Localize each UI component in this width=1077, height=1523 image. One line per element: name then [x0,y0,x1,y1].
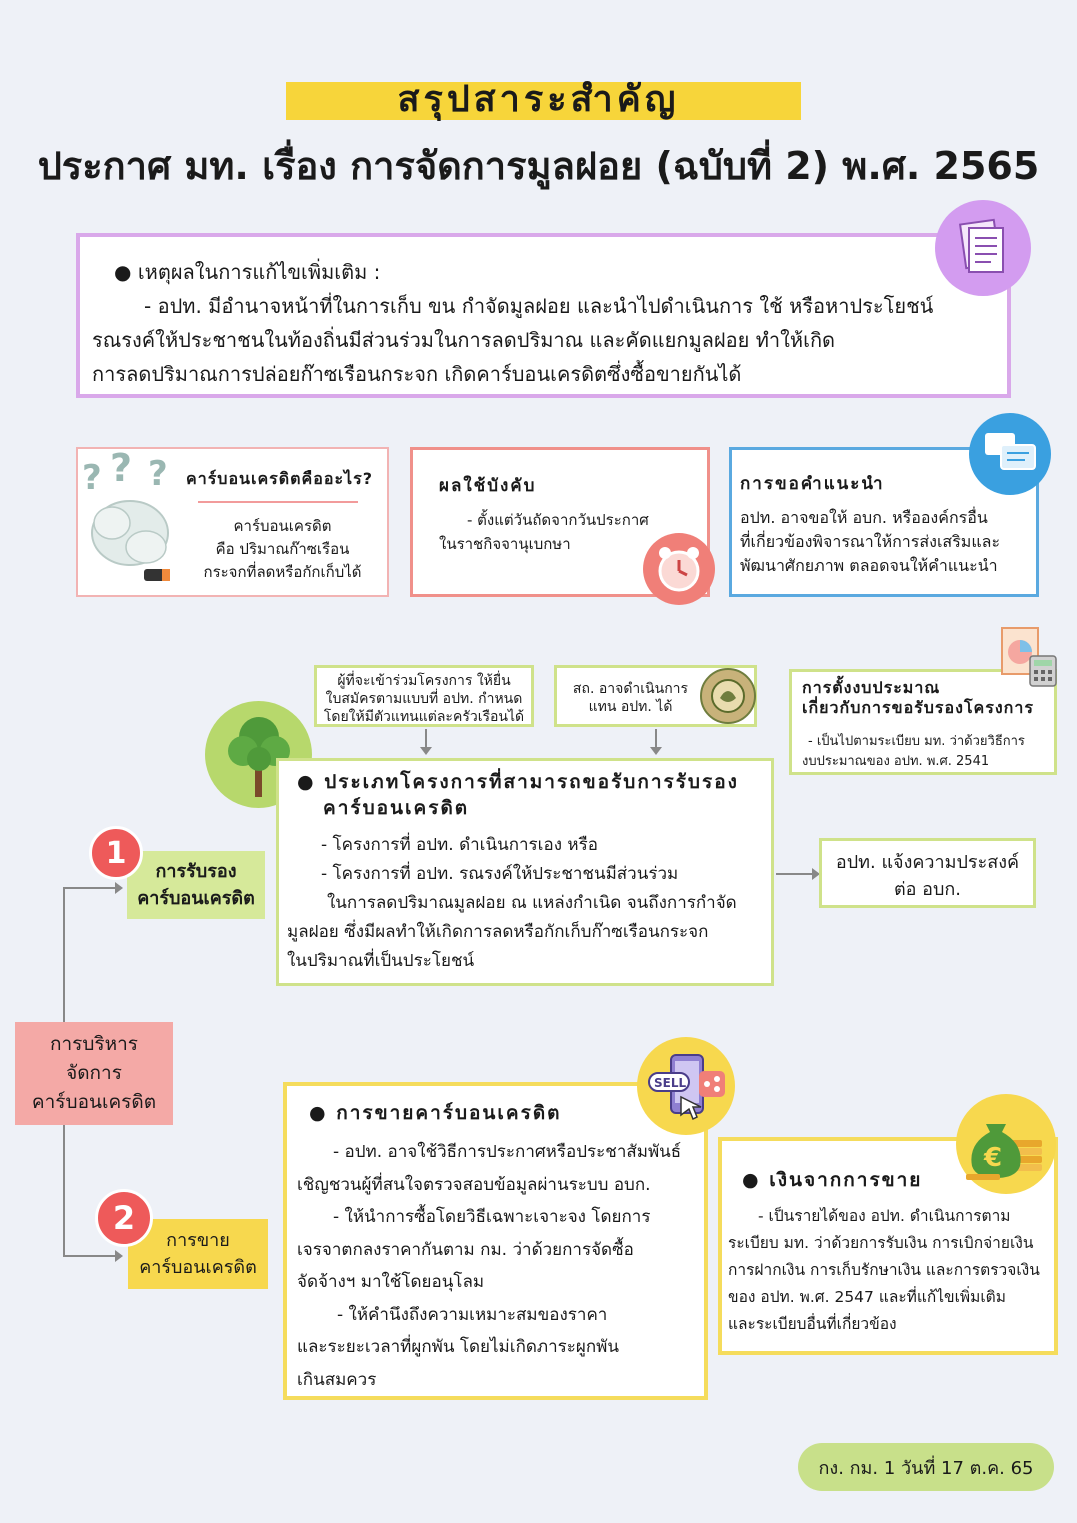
project-title-2: คาร์บอนเครดิต [323,797,470,819]
applicant-note-line-2: ใบสมัครตามแบบที่ อปท. กำหนด [325,691,523,707]
carbon-credit-line-2: คือ ปริมาณก๊าซเรือน [215,540,350,558]
sell-line-5: จัดจ้างฯ มาใช้โดยอนุโลม [297,1272,485,1292]
budget-line-1: - เป็นไปตามระเบียบ มท. ว่าด้วยวิธีการ [808,734,1025,749]
effective-date-line-2: ในราชกิจจานุเบกษา [439,535,571,553]
step-2-number: 2 [95,1189,153,1247]
notify-box [819,838,1036,908]
reason-heading: เหตุผลในการแก้ไขเพิ่มเติม : [137,260,381,284]
advice-line-1: อปท. อาจขอให้ อบก. หรือองค์กรอื่น [740,508,988,527]
calculator-chart-icon [998,626,1060,692]
reason-box: ● เหตุผลในการแก้ไขเพิ่มเติม : - อปท. มีอำนาจหน้าที่ในการเก็บ ขน กำจัดมูลฝอย และนำไปดำเนินการ ใช้ หรือหาประโยชน์ รณรงค์ให้ประชาชนในท้องถิ่นมีส่วนร่วมในการลดปริมาณ และคัดแยกมูลฝอย ทำให้เกิด การลดปริมาณการปล่อยก๊าซเรือนกระจก เกิดคาร์บอนเครดิตซึ่งซื้อขายกันได้ [76,233,1011,398]
dla-note-line-2: แทน อปท. ได้ [588,699,673,715]
manage-carbon-box [15,1022,173,1125]
connector-up [63,887,65,1022]
carbon-credit-line-3: กระจกที่ลดหรือกักเก็บได้ [203,563,362,581]
reason-line-3: การลดปริมาณการปล่อยก๊าซเรือนกระจก เกิดคาร์บอนเครดิตซึ่งซื้อขายกันได้ [92,362,742,386]
step-1-label [127,851,265,919]
sell-phone-icon [637,1037,735,1135]
notify-line-1: อปท. แจ้งความประสงค์ [835,852,1020,873]
notify-line-2: ต่อ อบก. [893,879,962,900]
reason-line-1: - อปท. มีอำนาจหน้าที่ในการเก็บ ขน กำจัดมูลฝอย และนำไปดำเนินการ ใช้ หรือหาประโยชน์ [144,294,934,318]
step-2-line-2: คาร์บอนเครดิต [139,1257,257,1278]
project-line-5: ในปริมาณที่เป็นประโยชน์ [287,951,475,971]
carbon-credit-box [76,447,389,597]
money-line-4: ของ อปท. พ.ศ. 2547 และที่แก้ไขเพิ่มเติม [728,1288,1006,1306]
effective-date-line-1: - ตั้งแต่วันถัดจากวันประกาศ [467,511,649,529]
sell-line-4: เจรจาตกลงราคากันตาม กม. ว่าด้วยการจัดซื้อ [297,1239,634,1260]
svg-text:€: € [984,1143,1003,1173]
footer-tag: กง. กม. 1 วันที่ 17 ต.ค. 65 [798,1443,1054,1491]
chat-bubble-icon [969,413,1051,495]
arrow-down-1 [425,729,427,749]
svg-text:?: ? [148,454,168,494]
sell-line-2: เชิญชวนผู้ที่สนใจตรวจสอบข้อมูลผ่านระบบ อบก. [297,1174,651,1195]
money-line-3: การฝากเงิน การเก็บรักษาเงิน และการตรวจเงิน [728,1261,1040,1279]
svg-text:?: ? [82,458,102,498]
money-line-2: ระเบียบ มท. ว่าด้วยการรับเงิน การเบิกจ่ายเงิน [728,1234,1034,1252]
budget-line-2: งบประมาณของ อปท. พ.ศ. 2541 [802,754,990,769]
advice-line-2: ที่เกี่ยวข้องพิจารณาให้การส่งเสริมและ [740,532,1001,551]
applicant-note-line-3: โดยให้มีตัวแทนแต่ละครัวเรือนได้ [323,709,525,725]
advice-title: การขอคำแนะนำ [740,474,885,494]
svg-text:?: ? [110,451,133,490]
manage-line-1: การบริหาร [49,1033,139,1055]
sell-line-8: เกินสมควร [297,1369,377,1390]
alarm-clock-icon [643,533,715,605]
step-1-number: 1 [89,826,143,880]
step-2-line-1: การขาย [166,1230,230,1251]
budget-title-2: เกี่ยวกับการขอรับรองโครงการ [802,698,1034,717]
project-types-box: ● ประเภทโครงการที่สามารถขอรับการรับรอง คาร์บอนเครดิต - โครงการที่ อปท. ดำเนินการเอง หรือ - โครงการที่ อปท. รณรงค์ให้ประชาชนมีส่วนร่วม ในการลดปริมาณมูลฝอย ณ แหล่งกำเนิด จนถึงการกำจัด มูลฝอย ซึ่งมีผลทำให้เกิดการลดหรือกักเก็บก๊าซเรือนกระจก ในปริมาณที่เป็นประโยชน์ [276,758,774,986]
project-line-3: ในการลดปริมาณมูลฝอย ณ แหล่งกำเนิด จนถึงการกำจัด [327,893,737,913]
sell-icon-label: SELL [654,1076,687,1090]
project-line-2: - โครงการที่ อปท. รณรงค์ให้ประชาชนมีส่วนร่วม [321,864,679,884]
cloud-question-icon [78,451,188,591]
sell-line-7: และระยะเวลาที่ผูกพัน โดยไม่เกิดภาระผูกพัน [297,1337,619,1357]
effective-date-title: ผลใช้บังคับ [439,476,537,496]
project-title-1: ประเภทโครงการที่สามารถขอรับการรับรอง [324,771,739,793]
advice-line-3: พัฒนาศักยภาพ ตลอดจนให้คำแนะนำ [740,556,998,575]
applicant-note [314,665,534,727]
sale-money-box: ● เงินจากการขาย - เป็นรายได้ของ อปท. ดำเนินการตาม ระเบียบ มท. ว่าด้วยการรับเงิน การเบิกจ่ายเงิน การฝากเงิน การเก็บรักษาเงิน และการตรวจเงิน ของ อปท. พ.ศ. 2547 และที่แก้ไขเพิ่มเติม และระเบียบอื่นที่เกี่ยวข้อง [718,1137,1058,1355]
euro-money-bag-icon [956,1094,1056,1194]
sell-line-6: - ให้คำนึงถึงความเหมาะสมของราคา [337,1304,608,1325]
applicant-note-line-1: ผู้ที่จะเข้าร่วมโครงการ ให้ยื่น [337,673,511,689]
money-title: เงินจากการขาย [769,1169,923,1191]
project-line-1: - โครงการที่ อปท. ดำเนินการเอง หรือ [321,835,598,855]
carbon-credit-title: คาร์บอนเครดิตคืออะไร? [186,469,373,488]
arrow-right-notify [776,873,812,875]
manage-line-2: จัดการ [66,1062,122,1084]
emblem-icon [700,668,756,724]
sell-line-1: - อปท. อาจใช้วิธีการประกาศหรือประชาสัมพันธ์ [333,1142,682,1162]
divider [198,501,358,503]
sell-title: การขายคาร์บอนเครดิต [336,1102,562,1124]
carbon-credit-line-1: คาร์บอนเครดิต [233,517,332,535]
page-title: สรุปสาระสำคัญ [397,79,680,120]
sell-line-3: - ให้นำการซื้อโดยวิธีเฉพาะเจาะจง โดยการ [333,1207,651,1227]
money-line-5: และระเบียบอื่นที่เกี่ยวข้อง [728,1315,897,1333]
document-icon [935,200,1031,296]
arrow-down-2 [655,729,657,749]
reason-line-2: รณรงค์ให้ประชาชนในท้องถิ่นมีส่วนร่วมในการลดปริมาณ และคัดแยกมูลฝอย ทำให้เกิด [92,328,836,352]
money-line-1: - เป็นรายได้ของ อปท. ดำเนินการตาม [758,1207,1011,1225]
budget-title-1: การตั้งงบประมาณ [802,678,941,697]
page-subtitle: ประกาศ มท. เรื่อง การจัดการมูลฝอย (ฉบับที่ 2) พ.ศ. 2565 [37,144,1040,188]
connector-down [63,1125,65,1257]
manage-line-3: คาร์บอนเครดิต [31,1091,157,1113]
dla-note-line-1: สถ. อาจดำเนินการ [572,681,689,697]
step-1-line-2: คาร์บอนเครดิต [137,888,255,909]
project-line-4: มูลฝอย ซึ่งมีผลทำให้เกิดการลดหรือกักเก็บก๊าซเรือนกระจก [287,922,709,942]
sell-carbon-box: ● การขายคาร์บอนเครดิต - อปท. อาจใช้วิธีการประกาศหรือประชาสัมพันธ์ เชิญชวนผู้ที่สนใจตรวจสอบข้อมูลผ่านระบบ อบก. - ให้นำการซื้อโดยวิธีเฉพาะเจาะจง โดยการ เจรจาตกลงราคากันตาม กม. ว่าด้วยการจัดซื้อ จัดจ้างฯ มาใช้โดยอนุโลม - ให้คำนึงถึงความเหมาะสมของราคา และระยะเวลาที่ผูกพัน โดยไม่เกิดภาระผูกพัน เกินสมควร [283,1082,708,1400]
step-1-line-1: การรับรอง [155,861,237,882]
